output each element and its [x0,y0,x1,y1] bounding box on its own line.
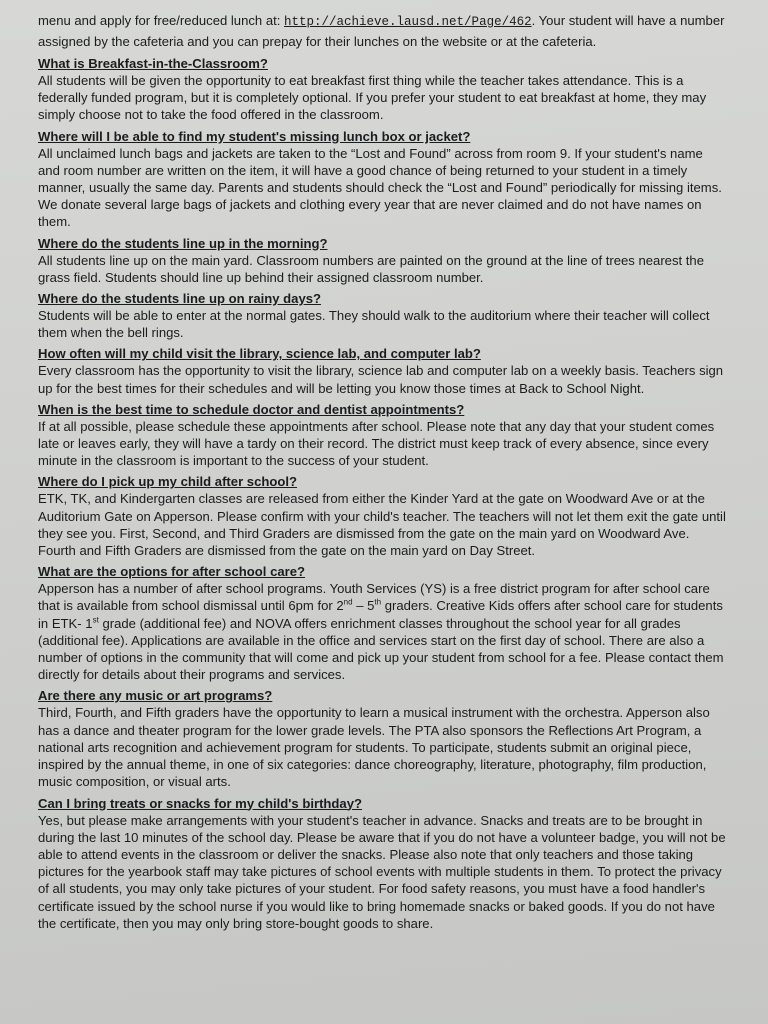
faq-question: What is Breakfast-in-the-Classroom? [38,56,268,71]
faq-library-labs [38,345,728,396]
faq-answer: Students will be able to enter at the normal gates. They should walk to the auditorium where their teacher will collect them when the bell rings. [38,308,710,341]
faq-question: Where do the students line up in the morning? [38,235,328,251]
faq-question: Where do I pick up my child after school? [38,474,298,490]
faq-after-school-care [38,563,728,683]
intro-text-end: . Your student will have a number assigned by the cafeteria and you can prepay for their lunches on the website or at the cafeteria. [38,13,725,49]
faq-answer: All unclaimed lunch bags and jackets are taken to the “Lost and Found” across from room 9. If your student's name and room number are written on the item, it will have a good chance of being returned to your student in a timely manner, usually the same day. Parents and students should check the “Lost and Found” periodically for missing items. We donate several large bags of jackets and clothing every year that are never claimed and do not have names on them. [38,145,722,230]
faq-question: Can I bring treats or snacks for my child's birthday? [38,795,362,811]
answer-text: Apperson has a number of after school programs. Youth Services (YS) is a free district program for after school care that is available from school dismissal until 6pm for 2 [38,581,710,614]
intro-text-start: menu and apply for free/reduced lunch at: [38,13,285,28]
faq-answer: Third, Fourth, and Fifth graders have the opportunity to learn a musical instrument with the orchestra. Apperson also has a dance and theater program for the lower grade levels. The PTA also sponsors the Reflections Art Program, a national arts recognition and achievement program for students. To participate, students submit an original piece, inspired by the annual theme, in one of six categories: dance choreography, literature, photography, film production, music composition, or visual arts. [38,705,710,790]
faq-answer: Yes, but please make arrangements with your student's teacher in advance. Snacks and treats are to be brought in during the last 10 minutes of the school day. Please be aware that if you do not have a volunteer badge, you will not be able to attend events in the classroom or deliver the snacks. Please also note that only teachers and those taking pictures for the yearbook staff may take pictures of school events with multiple students in them. To protect the privacy of all students, you may only take pictures of your student. For food safety reasons, you must have a food handler's certificate issued by the school nurse if you would like to bring homemade snacks or baked goods. If you do not have the certificate, then you may only bring store-bought goods to share. [38,812,726,931]
faq-question: How often will my child visit the library, science lab, and computer lab? [38,346,481,362]
faq-question: When is the best time to schedule doctor and dentist appointments? [38,401,465,417]
ordinal-superscript: nd [343,598,353,608]
faq-lost-and-found [38,128,728,231]
faq-question: Where will I be able to find my student's missing lunch box or jacket? [38,128,471,144]
faq-pickup [38,473,728,559]
ordinal-superscript: th [374,598,382,608]
faq-question: What are the options for after school care? [38,564,306,580]
faq-answer [38,580,728,683]
answer-text: grade (additional fee) and NOVA offers enrichment classes throughout the school year for all grades (additional fee). Applications are available in the office and services start on the first day of school. There are also a number of options in the community that will come and pick up your student from school for a fee. Please contact them directly for details about their programs and services. [38,615,724,683]
faq-question: Where do the students line up on rainy days? [38,291,322,307]
faq-answer: All students line up on the main yard. Classroom numbers are painted on the ground at the line of trees nearest the grass field. Students should line up behind their assigned classroom number. [38,252,704,285]
ordinal-superscript: st [92,615,99,625]
faq-birthday-treats [38,795,728,932]
faq-answer: Every classroom has the opportunity to visit the library, science lab and computer lab on a weekly basis. Teachers sign up for the best times for their schedules and will be letting you know those times at Back to School Night. [38,363,724,396]
answer-text: graders. Creative Kids offers after school care for students in ETK- 1 [38,598,723,631]
faq-appointments [38,401,728,470]
intro-paragraph [38,11,728,51]
faq-answer: ETK, TK, and Kindergarten classes are released from either the Kinder Yard at the gate on Woodward Ave or at the Auditorium Gate on Apperson. Please confirm with your child's teacher. The teachers will not let them exit the gate until they see you. First, Second, and Third Graders are dismissed from the gate on the main yard on Woodward Ave. Fourth and Fifth Graders are dismissed from the gate on the main yard on Day Street. [38,491,726,559]
faq-morning-lineup [38,235,728,286]
faq-rainy-days [38,290,728,341]
lunch-application-link[interactable]: http://achieve.lausd.net/Page/462 [284,15,532,29]
faq-music-art [38,687,728,790]
faq-breakfast [38,55,728,124]
faq-answer: All students will be given the opportunity to eat breakfast first thing while the teacher takes attendance. This is a federally funded program, but it is completely optional. If you prefer your student to eat breakfast at home, they may simply choose not to take the food offered in the classroom. [38,73,707,123]
faq-question: Are there any music or art programs? [38,688,273,704]
answer-text: – 5 [352,598,375,614]
faq-answer: If at all possible, please schedule these appointments after school. Please note that any day that your student comes late or leaves early, they will have a tardy on their record. The district must keep track of every absence, since every minute in the classroom is important to the success of your student. [38,418,715,469]
